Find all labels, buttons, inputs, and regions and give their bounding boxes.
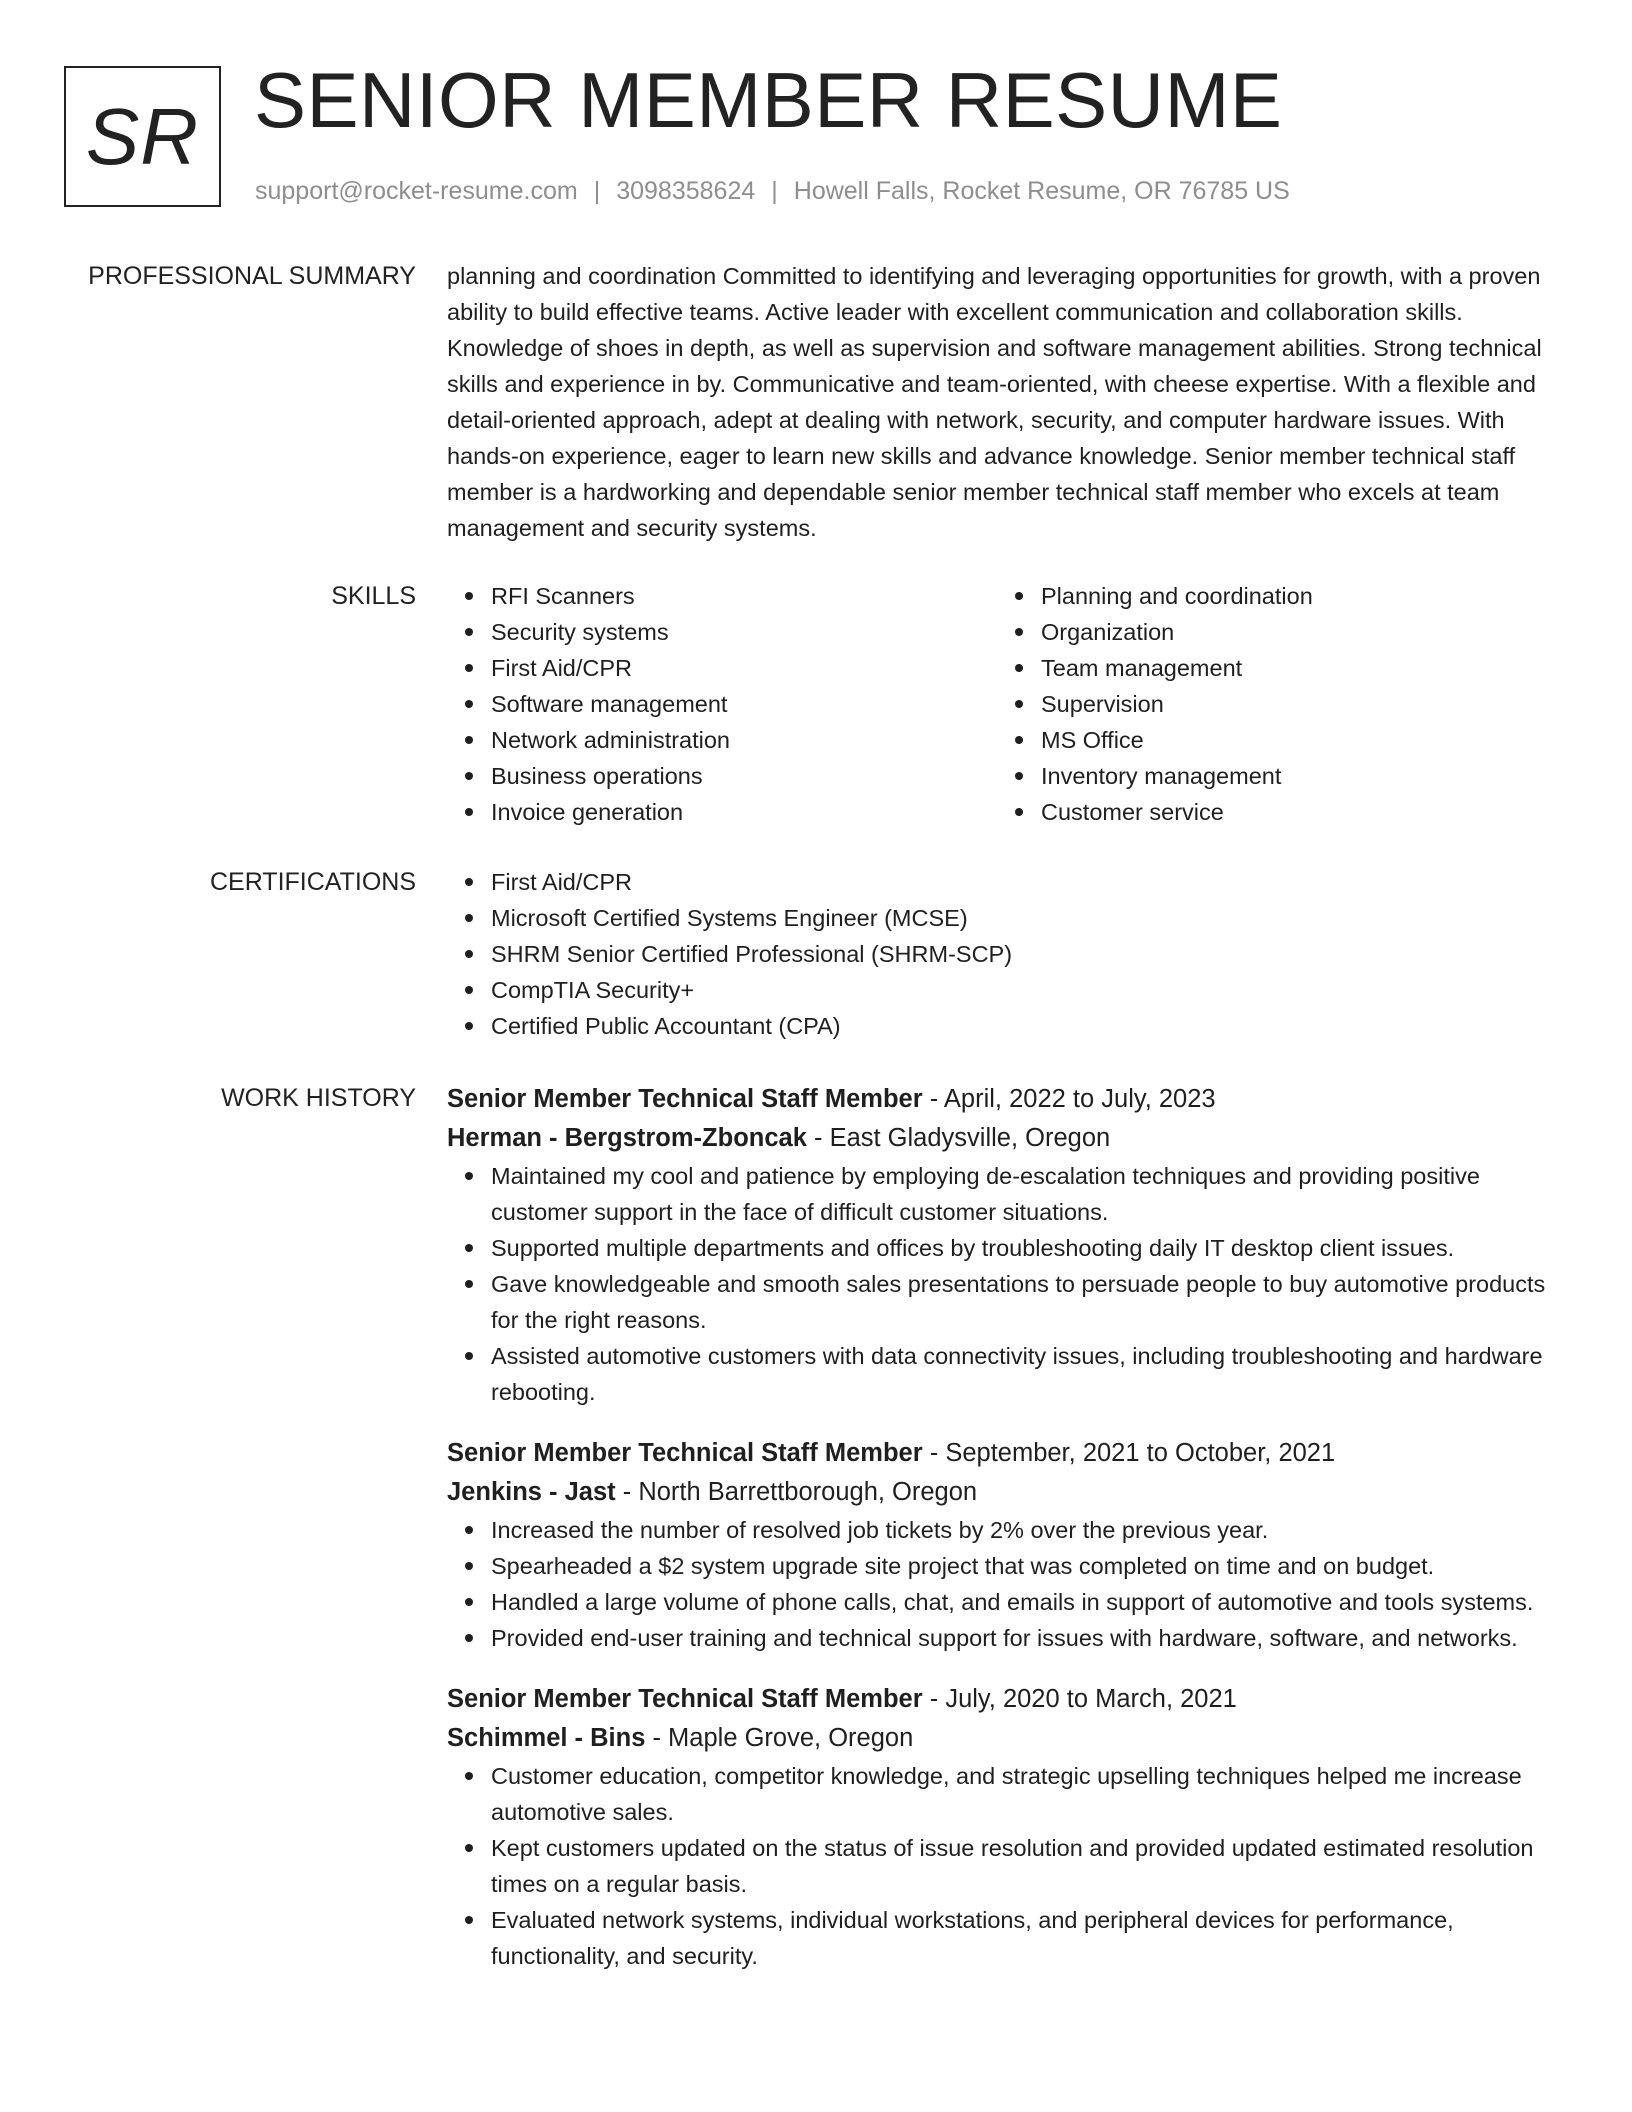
job-dates: - April, 2022 to July, 2023 [922,1085,1216,1113]
skill-item: Business operations [491,758,997,794]
monogram-initials: SR [85,91,200,181]
certification-item: CompTIA Security+ [491,972,1557,1008]
resume-name: SENIOR MEMBER RESUME [254,56,1283,144]
job-company: Jenkins - Jast [447,1478,616,1506]
job-bullet: Spearheaded a $2 system upgrade site project that was completed on time and on budget. [491,1548,1557,1584]
skill-item: Security systems [491,614,997,650]
skills-column-right [997,578,1547,830]
job-company: Schimmel - Bins [447,1724,646,1752]
job-entry [447,1680,1557,1974]
skill-item: Software management [491,686,997,722]
job-bullet: Evaluated network systems, individual workstations, and peripheral devices for performance, functionality, and security. [491,1902,1557,1974]
section-label-certifications: CERTIFICATIONS [209,868,416,896]
skills-grid [447,578,1557,830]
section-label-summary: PROFESSIONAL SUMMARY [88,262,416,290]
job-entry [447,1080,1557,1410]
job-bullet: Handled a large volume of phone calls, chat, and emails in support of automotive and tools systems. [491,1584,1557,1620]
job-bullet: Provided end-user training and technical support for issues with hardware, software, and networks. [491,1620,1557,1656]
skills-column-left [447,578,997,830]
job-bullet: Assisted automotive customers with data connectivity issues, including troubleshooting and hardware rebooting. [491,1338,1557,1410]
certifications-list [447,864,1557,1044]
job-title-line [447,1434,1557,1472]
job-title: Senior Member Technical Staff Member [447,1439,923,1467]
contact-separator: | [771,177,778,205]
job-bullet: Gave knowledgeable and smooth sales presentations to persuade people to buy automotive products for the right reasons. [491,1266,1557,1338]
skill-item: Planning and coordination [1041,578,1547,614]
section-label-work-history: WORK HISTORY [221,1084,416,1112]
job-title: Senior Member Technical Staff Member [447,1085,923,1113]
job-bullet: Supported multiple departments and offices by troubleshooting daily IT desktop client issues. [491,1230,1557,1266]
job-bullet: Increased the number of resolved job tickets by 2% over the previous year. [491,1512,1557,1548]
skill-item: MS Office [1041,722,1547,758]
skills-body [447,578,1557,830]
job-company-line [447,1118,1557,1158]
certification-item: First Aid/CPR [491,864,1557,900]
job-bullet-list [447,1158,1557,1410]
summary-text: planning and coordination Committed to identifying and leveraging opportunities for growth, with a proven ability to build effective teams. Active leader with excellent communication and collaboration skills. Knowledge of shoes in depth, as well as supervision and software management abilities. Strong technical skills and experience in by. Communicative and team-oriented, with cheese expertise. With a flexible and detail-oriented approach, adept at dealing with network, security, and computer hardware issues. With hands-on experience, eager to learn new skills and advance knowledge. Senior member technical staff member is a hardworking and dependable senior member technical staff member who excels at team management and security systems. [447,263,1542,541]
job-company: Herman - Bergstrom-Zboncak [447,1124,807,1152]
job-company-line [447,1472,1557,1512]
certification-item: SHRM Senior Certified Professional (SHRM-SCP) [491,936,1557,972]
skill-item: Customer service [1041,794,1547,830]
contact-address: Howell Falls, Rocket Resume, OR 76785 US [793,177,1290,205]
job-location: - North Barrettborough, Oregon [615,1478,978,1506]
skill-item: Organization [1041,614,1547,650]
skill-item: Network administration [491,722,997,758]
job-bullet: Maintained my cool and patience by employing de-escalation techniques and providing positive customer support in the face of difficult customer situations. [491,1158,1557,1230]
skill-item: Invoice generation [491,794,997,830]
skills-list-right [997,578,1547,830]
job-company-line [447,1718,1557,1758]
skill-item: Inventory management [1041,758,1547,794]
job-bullet-list [447,1512,1557,1656]
skill-item: Team management [1041,650,1547,686]
job-dates: - September, 2021 to October, 2021 [922,1439,1336,1467]
certification-item: Certified Public Accountant (CPA) [491,1008,1557,1044]
job-bullet-list [447,1758,1557,1974]
job-title: Senior Member Technical Staff Member [447,1685,923,1713]
work-history-body [447,1080,1557,1974]
certifications-body [447,864,1557,1044]
skill-item: RFI Scanners [491,578,997,614]
job-title-line [447,1080,1557,1118]
monogram-box [64,66,221,207]
certification-item: Microsoft Certified Systems Engineer (MCSE) [491,900,1557,936]
job-entry [447,1434,1557,1656]
job-location: - East Gladysville, Oregon [806,1124,1111,1152]
contact-separator: | [593,177,601,205]
contact-email[interactable]: support@rocket-resume.com [255,177,578,205]
contact-phone[interactable]: 3098358624 [616,177,756,205]
skills-list-left [447,578,997,830]
summary-body [447,258,1557,546]
job-bullet: Kept customers updated on the status of issue resolution and provided updated estimated resolution times on a regular basis. [491,1830,1557,1902]
job-bullet: Customer education, competitor knowledge, and strategic upselling techniques helped me increase automotive sales. [491,1758,1557,1830]
contact-line [255,177,1290,206]
skill-item: First Aid/CPR [491,650,997,686]
job-title-line [447,1680,1557,1718]
skill-item: Supervision [1041,686,1547,722]
job-location: - Maple Grove, Oregon [645,1724,914,1752]
section-label-skills: SKILLS [331,582,416,610]
job-dates: - July, 2020 to March, 2021 [922,1685,1237,1713]
